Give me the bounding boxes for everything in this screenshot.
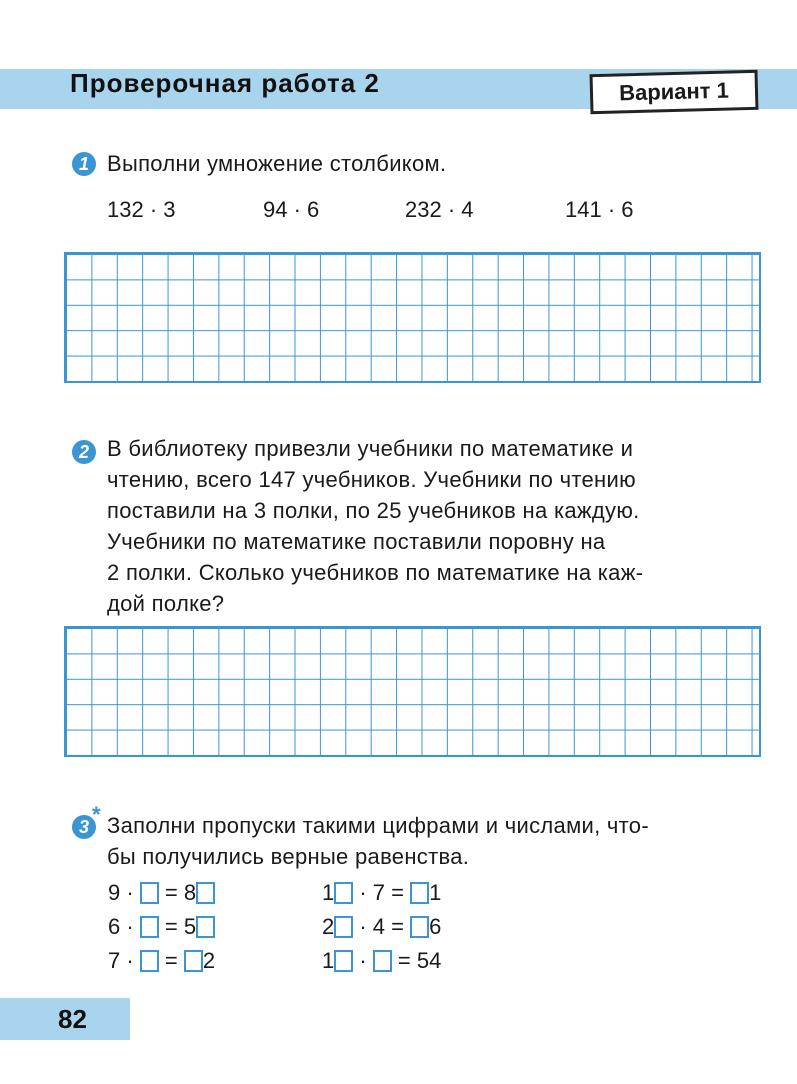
task-1-answer-grid[interactable] xyxy=(64,252,761,383)
variant-label: Вариант 1 xyxy=(590,70,759,114)
task-1-text: Выполни умножение столбиком. xyxy=(107,151,447,176)
equation-part: 6 xyxy=(429,914,442,939)
task-2-line: поставили на 3 полки, по 25 учебников на каждую. xyxy=(107,498,640,523)
task-3-number-badge: 3 xyxy=(72,815,96,839)
blank-box[interactable] xyxy=(140,916,159,938)
page-number: 82 xyxy=(58,1004,87,1034)
equation-part: 6 · xyxy=(108,914,140,939)
task-1-expression: 94 · 6 xyxy=(263,197,320,222)
blank-box[interactable] xyxy=(334,950,353,972)
task-2-answer-grid[interactable] xyxy=(64,626,761,757)
page-title: Проверочная работа 2 xyxy=(70,68,380,98)
equation-row xyxy=(108,880,215,906)
equation-part: 1 xyxy=(429,880,442,905)
blank-box[interactable] xyxy=(196,882,215,904)
task-3-star-mark: * xyxy=(92,802,101,827)
equation-part: = 54 xyxy=(391,948,442,973)
task-2-line: Учебники по математике поставили поровну на xyxy=(107,529,606,554)
equation-part: = 5 xyxy=(158,914,197,939)
equation-row xyxy=(322,948,441,974)
equation-part: 9 · xyxy=(108,880,140,905)
equation-part: = 8 xyxy=(158,880,197,905)
task-2-line: В библиотеку привезли учебники по математике и xyxy=(107,436,634,461)
equation-row xyxy=(322,880,441,906)
task-1-number-badge: 1 xyxy=(72,152,96,176)
blank-box[interactable] xyxy=(140,950,159,972)
equation-part: = xyxy=(158,948,184,973)
task-2-line: 2 полки. Сколько учебников по математике на каж- xyxy=(107,560,644,585)
equation-part: 1 xyxy=(322,880,335,905)
equation-row xyxy=(108,914,215,940)
blank-box[interactable] xyxy=(410,882,429,904)
task-3-line: бы получились верные равенства. xyxy=(107,844,470,869)
task-1-expression: 141 · 6 xyxy=(565,197,634,222)
task-1-expression: 132 · 3 xyxy=(107,197,176,222)
task-2-line: дой полке? xyxy=(107,591,225,616)
task-1-expression: 232 · 4 xyxy=(405,197,474,222)
task-2-number-badge: 2 xyxy=(72,440,96,464)
blank-box[interactable] xyxy=(373,950,392,972)
equation-row xyxy=(322,914,441,940)
equation-part: · xyxy=(353,948,373,973)
equation-row xyxy=(108,948,215,974)
equation-part: · 7 = xyxy=(353,880,411,905)
task-2-line: чтению, всего 147 учебников. Учебники по чтению xyxy=(107,467,636,492)
equation-part: 2 xyxy=(322,914,335,939)
equation-part: · 4 = xyxy=(353,914,411,939)
task-3-line: Заполни пропуски такими цифрами и числами, что- xyxy=(107,813,649,838)
blank-box[interactable] xyxy=(410,916,429,938)
blank-box[interactable] xyxy=(196,916,215,938)
blank-box[interactable] xyxy=(140,882,159,904)
equation-part: 7 · xyxy=(108,948,140,973)
blank-box[interactable] xyxy=(184,950,203,972)
blank-box[interactable] xyxy=(334,916,353,938)
equation-part: 2 xyxy=(202,948,216,973)
equation-part: 1 xyxy=(322,948,335,973)
blank-box[interactable] xyxy=(334,882,353,904)
